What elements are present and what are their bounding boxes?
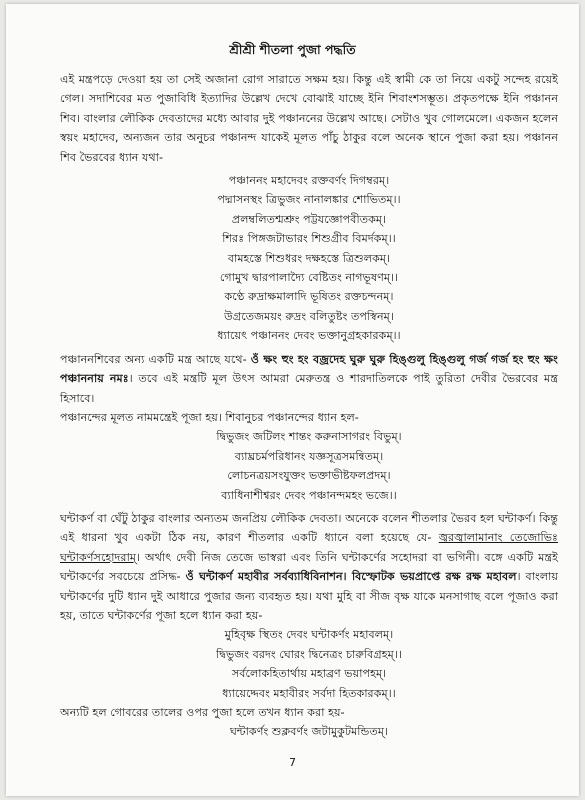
verse-line: ব্যাঘ্রচর্মপরিধানং যজ্ঞসূত্রসমন্বিতম্। [234,449,384,463]
verse-line: গোমুখ দ্বারপালাদ্যৈ বেষ্টিতং নাগভূষণম্।। [219,271,399,285]
verse-line: পঞ্চাননং মহাদেবং রক্তবর্ণং দিগম্বরম্। [228,174,390,188]
ghantakarna-text-b: । অর্থাৎ দেবী নিজ তেজে ভাস্বরা এবং তিনি ঘন্টাকর্ণের সহোদরা বা ভগিনী। বঙ্গে একটি মন্ত্রই ঘন্টাকর্ণের সবচেয়ে প্রসিদ্ধ- [60,550,558,584]
verse-line: শিরঃ পিঙ্গজটাভারং শিশুগ্রীব বিমর্দকম্।। [222,232,396,246]
ghantakarna-text-a: ঘন্টাকর্ণ বা ঘেঁটু ঠাকুর বাংলার অন্যতম জনপ্রিয় লৌকিক দেবতা। অনেকে বলেন শীতলার ভৈরব হল ঘন্টাকর্ণ। কিন্তু এই ধারনা খুব একটা ঠিক নয়, কারণ শীতলার একটি ধ্যানে বলা হয়েছে যে- [60,511,558,545]
underlined-quote: জ্বরজ্বালামানাং তেজোভিঃ ঘন্টাকর্ণসহোদরাম্ [60,531,558,564]
verse-line: উগ্রতেজময়ং রুদ্রং বলিতুষ্টং তপস্বিনম্। [224,309,394,323]
page-number: 7 [289,756,296,769]
verse-line: ঘন্টাকর্ণং শুক্লবর্ণং জটামুকুটমন্ডিতম্। [229,725,389,739]
mantra-text: ওঁ ক্ষং হুং হং বজ্রদেহ ঘুরু ঘুরু হিঙ্গুলু হিঙ্গুলু গর্জ গর্জ হং হুং ক্ষং পঞ্চাননায় নমঃ [60,352,558,386]
verse-line: কণ্ঠে রুদ্রাক্ষমালাদি ভূষিতং রক্তচন্দনম্। [224,290,394,304]
verse-panchananda [60,427,558,505]
paragraph-intro: এই মন্ত্রপড়ে দেওয়া হয় তা সেই অজানা রোগ সারাতে সক্ষম হয়। কিন্তু এই স্বামী কে তা নিয়ে একটু সন্দেহ রয়েই গেল। সদাশিবের মত পুজাবিধি ইত্যাদির উল্লেখ দেখে বোঝাই যাচ্ছে ইনি শিবাংশসম্ভূত। প্রকৃতপক্ষে ইনি পঞ্চানন শিব। বাংলার লৌকিক দেবতাদের মধ্যে আবার দুই পঞ্চাননের উল্লেখ আছে। সেটাও খুব গোলমেলে। একজন হলেন স্বয়ং মহাদেব, অন্যজন তার অনুচর পঞ্চানন্দ যাকেই মূলত পাঁচু ঠাকুর বলে অনেক স্থানে পুজা করা হয়। পঞ্চানন শিব ভৈরবের ধ্যান যথা- [60,73,558,164]
verse-line: বামহস্তে শিশুধরং দক্ষহস্তে ত্রিশুলকম্। [227,251,391,265]
ghantakarna-mantra: ওঁ ঘন্টাকর্ণ মহাবীর সর্বব্যাধিবিনাশন। বিস্ফোটক ভয়প্রাপ্তে রক্ষ রক্ষ মহাবল [185,570,517,584]
paragraph-panchananda: পঞ্চানন্দের মূলত নামমন্ত্রেই পূজা হয়। শিবানুচর পঞ্চানন্দের ধ্যান হল- [60,410,359,424]
verse-line: ধ্যায়েৎ পঞ্চাননং দেবং ভক্তানুগ্রহকারকম্।। [217,329,401,343]
verse-line: পদ্মাসনস্থং ত্রিভুজং নানালঙ্কার শোভিতম্।। [217,193,401,207]
paragraph-ghantakarna [60,509,558,625]
ghantakarna-text-c: । বাংলায় ঘন্টাকর্ণের দুটি ধ্যান দুই আধারে পুজার জন্য ব্যবহৃত হয়। যথা মুহি বা সীজ বৃক্ষ যাকে মনসাগাছ বলে পূজাও করা হয়, তাতে ঘন্টাকর্ণের পূজা হলে ধ্যান করা হয়- [60,570,558,622]
verse-panchanan-shiva [60,171,558,346]
document-body [60,70,558,742]
mantra-outro-text: । তবে এই মন্ত্রটি মূল উৎস আমরা মেরুতন্ত্র ও শারদাতিলকে পাই তুরিতা দেবীর ভৈরবের মন্ত্র হিসাবে। [60,372,558,405]
verse-ghantakarna-second [60,722,558,741]
verse-line: সর্বলোকহিতার্থায় মহাব্রণ ভয়াপহম্। [231,667,387,681]
paragraph-gobar: অন্যটি হল গোবরের তালের ওপর পুজা হলে তখন ধ্যান করা হয়- [60,706,345,719]
mantra-intro-text: পঞ্চাননশিবের অন্য একটি মন্ত্র আছে যথে- [60,352,251,366]
verse-line: লোচনত্রয়সংযুক্তং ভক্তাভীষ্টফলপ্রদম্। [227,469,391,483]
verse-line: মুহিবৃক্ষ স্থিতং দেবং ঘন্টাকর্ণং মহাবলম্। [224,628,394,642]
verse-line: ধ্যায়েদ্দেবং মহাবীরং সর্বদা হিতকারকম্।। [222,686,396,700]
page-title: শ্রীশ্রী শীতলা পুজা পদ্ধতি [229,42,356,57]
verse-line: দ্বিভুজং বরদং ঘোরং দ্বিনেত্রং চারুবিগ্রহম্।। [216,647,402,661]
verse-line: দ্বিভুজং জটিলং শান্তং করুনাসাগরং বিভুম্। [216,430,402,444]
paragraph-mantra [60,350,558,408]
verse-line: ব্যাধিনাশীশ্বরং দেবং পঞ্চানন্দমহং ভজে।। [221,488,397,502]
verse-ghantakarna [60,625,558,703]
verse-line: প্রলম্বলিতশ্মশ্রুং পট্টযজ্ঞোপবীতকম্। [231,212,387,226]
document-page [6,4,579,796]
